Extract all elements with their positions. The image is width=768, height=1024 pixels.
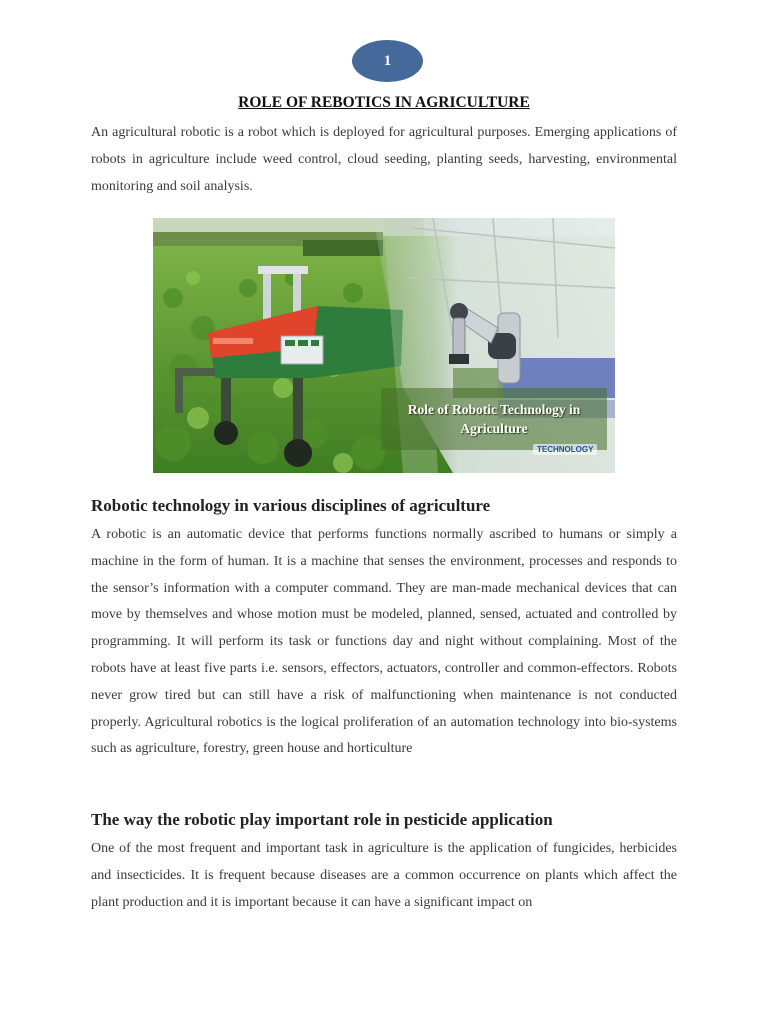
agriculture-robot-image — [153, 218, 615, 473]
image-caption-line-2: Agriculture — [460, 421, 528, 436]
document-title: ROLE OF REBOTICS IN AGRICULTURE — [238, 94, 530, 111]
intro-paragraph: An agricultural robotic is a robot which is deployed for agricultural purposes. Emerging applications of robots in agriculture include weed control, cloud seeding, planting seeds, harvesting, environmental monitoring and soil analysis. — [91, 125, 677, 194]
section-body-disciplines: A robotic is an automatic device that performs functions normally ascribed to humans or simply a machine in the form of human. It is a machine that senses the environment, processes and responds to the sensor’s information with a computer command. They are man-made mechanical devices that can move by themselves and whose motion must be modeled, planned, sensed, actuated and controlled by programming. It will perform its task or functions day and night without complaining. Most of the robots have at least five parts i.e. sensors, effectors, actuators, controller and common-effectors. Robots never grow tired but can still have a risk of malfunctioning when maintenance is not conducted properly. Agricultural robotics is the logical proliferation of an automation technology into bio-systems such as agriculture, forestry, green house and horticulture — [91, 527, 677, 757]
page-number-badge — [352, 40, 423, 82]
page-number: 1 — [383, 52, 392, 69]
section-heading-disciplines: Robotic technology in various disciplines of agriculture — [91, 496, 491, 515]
image-caption-line-1: Role of Robotic Technology in — [407, 402, 581, 417]
image-caption — [381, 388, 607, 450]
image-watermark-logo: TECHNOLOGY — [533, 444, 597, 455]
section-body-pesticide: One of the most frequent and important task in agriculture is the application of fungicides, herbicides and insecticides. It is frequent because diseases are a common occurrence on plants which affect the plant production and it is important because it can have a significant impact on — [91, 841, 677, 910]
section-heading-pesticide: The way the robotic play important role in pesticide application — [91, 810, 553, 829]
